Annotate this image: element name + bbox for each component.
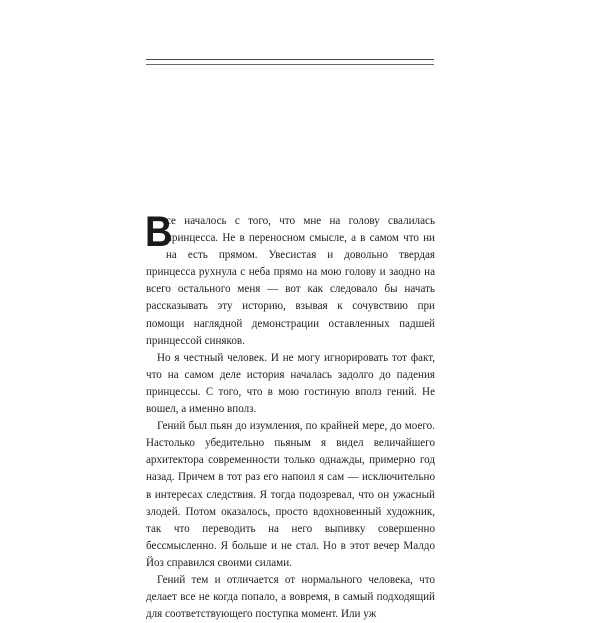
paragraph-2: Но я честный человек. И не могу игнорировать тот факт, что на самом деле история началась задолго до падения принцессы. С того, что в мою гостиную вполз гений. Не вошел, а именно вполз. xyxy=(146,351,435,416)
drop-cap: В xyxy=(145,208,173,256)
chapter-text xyxy=(145,208,435,623)
header-rule-thin xyxy=(146,64,434,65)
paragraph-1-text: се началось с того, что мне на голову свалилась принцесса. Не в переносном смысле, а в самом что ни на есть прямом. Увесистая и довольно твердая принцесса рухнула с неба прямо на мою голову и заодно на всего остального меня — вот как следовало бы начать рассказывать эту историю, взывая к сочувствию при помощи наглядной демонстрации оставленных падшей принцессой синяков. xyxy=(146,215,435,347)
header-rule-thick xyxy=(146,59,434,60)
paragraph-3: Гений был пьян до изумления, по крайней мере, до моего. Настолько убедительно пьяным я видел величайшего архитектора современности только однажды, примерно год назад. Причем в тот раз его напоил я сам — исключительно в интересах следствия. Я тогда подозревал, что он ужасный злодей. Потом оказалось, просто вдохновенный художник, так что переводить на него выпивку совершенно бессмысленно. Я больше и не стал. Но в этот вечер Малдо Йоз справился своими силами. xyxy=(146,420,435,569)
paragraph-4: Гений тем и отличается от нормального человека, что делает все не когда попало, а вовремя, в самый подходящий для соответствующего поступка момент. Или уж xyxy=(146,573,435,621)
paragraph-1 xyxy=(145,208,435,350)
